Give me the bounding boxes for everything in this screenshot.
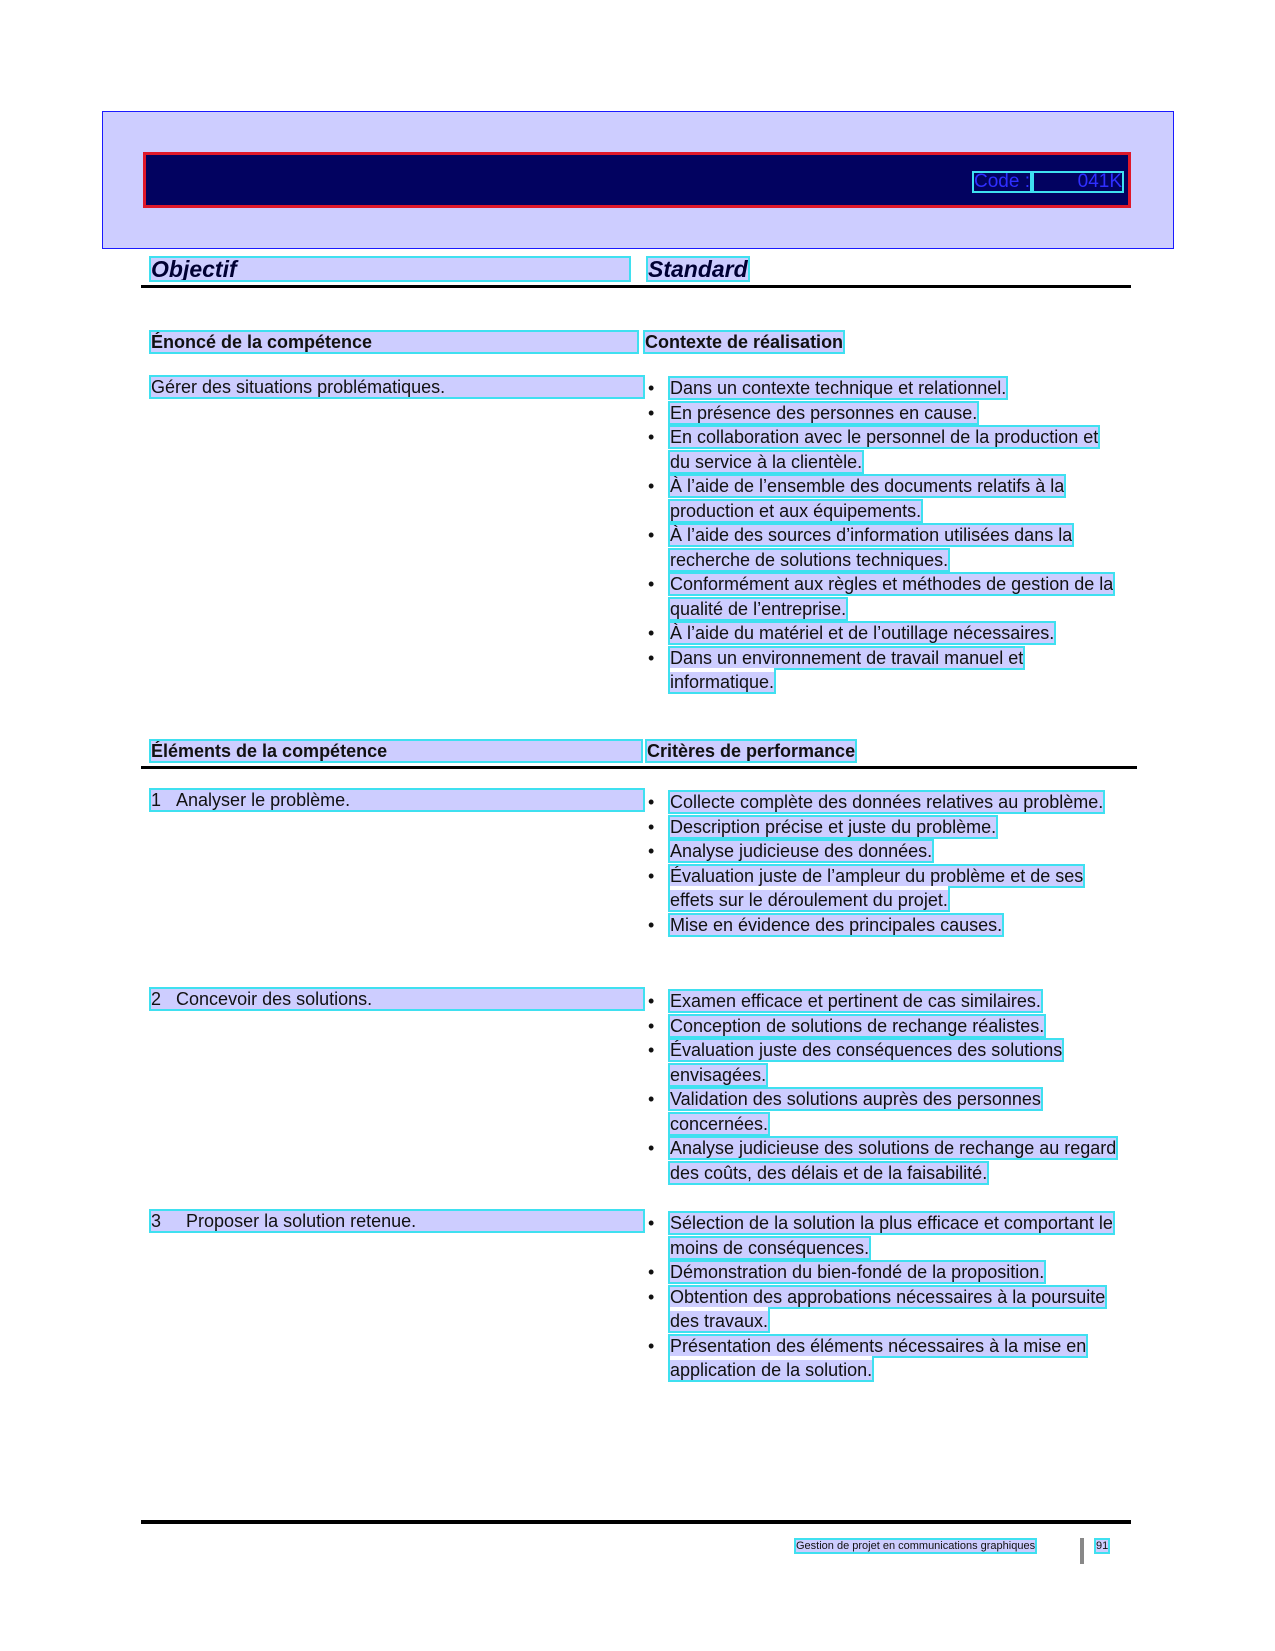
criterion-item-text: Obtention des approbations nécessaires à la poursuite des travaux. xyxy=(670,1286,1106,1331)
contexte-item-text: À l’aide des sources d’information utilisées dans la recherche de solutions techniques. xyxy=(670,525,1073,570)
criterion-item-text: Présentation des éléments nécessaires à la mise en application de la solution. xyxy=(670,1335,1087,1380)
element-1-criteria xyxy=(648,790,1118,937)
header-bar xyxy=(143,152,1131,208)
contexte-item xyxy=(648,621,1118,646)
criterion-item xyxy=(648,1038,1118,1087)
contexte-item-text: En collaboration avec le personnel de la production et du service à la clientèle. xyxy=(670,427,1099,472)
element-2-text: Concevoir des solutions. xyxy=(176,989,373,1009)
header-rule xyxy=(141,285,1131,288)
standard-title: Standard xyxy=(648,256,748,282)
criterion-item-text: Évaluation juste des conséquences des solutions envisagées. xyxy=(670,1040,1063,1085)
enonce-title: Énoncé de la compétence xyxy=(151,332,637,352)
criterion-item xyxy=(648,1285,1118,1334)
criterion-item xyxy=(648,1334,1118,1383)
criterion-item-text: Analyse judicieuse des données. xyxy=(670,841,933,861)
criterion-item xyxy=(648,1211,1118,1260)
criterion-item-text: Description précise et juste du problème. xyxy=(670,816,997,837)
criterion-item-text: Examen efficace et pertinent de cas similaires. xyxy=(670,991,1041,1011)
element-3-criteria xyxy=(648,1211,1118,1383)
criterion-item xyxy=(648,1087,1118,1136)
criterion-item xyxy=(648,839,1118,864)
criterion-item xyxy=(648,1260,1118,1285)
criterion-item-text: Conception de solutions de rechange réalistes. xyxy=(670,1015,1045,1036)
criterion-item-text: Mise en évidence des principales causes. xyxy=(670,914,1003,935)
contexte-item xyxy=(648,474,1118,523)
contexte-item-text: Conformément aux règles et méthodes de gestion de la qualité de l’entreprise. xyxy=(670,574,1114,619)
criterion-item-text: Évaluation juste de l’ampleur du problème et de ses effets sur le déroulement du projet. xyxy=(670,865,1084,910)
header-panel xyxy=(102,111,1174,249)
enonce-text: Gérer des situations problématiques. xyxy=(151,377,643,397)
contexte-item xyxy=(648,572,1118,621)
footer-title: Gestion de projet en communications graphiques xyxy=(796,1540,1036,1552)
element-2-criteria xyxy=(648,989,1118,1185)
code-label: Code : xyxy=(974,171,1030,192)
contexte-item-text: Dans un environnement de travail manuel et informatique. xyxy=(670,647,1024,692)
criterion-item-text: Démonstration du bien-fondé de la proposition. xyxy=(670,1262,1045,1282)
element-1 xyxy=(151,790,643,810)
contexte-list xyxy=(648,376,1118,695)
element-3-text: Proposer la solution retenue. xyxy=(186,1211,417,1231)
contexte-item xyxy=(648,646,1118,695)
criterion-item xyxy=(648,815,1118,840)
element-2-number: 2 xyxy=(151,989,162,1009)
criterion-item xyxy=(648,1014,1118,1039)
footer-divider xyxy=(1080,1538,1084,1564)
element-1-number: 1 xyxy=(151,790,162,810)
contexte-item xyxy=(648,425,1118,474)
contexte-title: Contexte de réalisation xyxy=(645,332,844,352)
contexte-item xyxy=(648,376,1118,401)
criteres-title: Critères de performance xyxy=(647,741,856,761)
contexte-item-text: À l’aide du matériel et de l’outillage nécessaires. xyxy=(670,623,1055,643)
objectif-title: Objectif xyxy=(151,258,629,280)
element-1-text: Analyser le problème. xyxy=(176,790,351,810)
criterion-item-text: Validation des solutions auprès des personnes concernées. xyxy=(670,1089,1041,1134)
elements-title: Éléments de la compétence xyxy=(151,741,641,761)
page-number: 91 xyxy=(1096,1540,1109,1552)
footer-rule xyxy=(141,1520,1131,1524)
criterion-item-text: Collecte complète des données relatives au problème. xyxy=(670,792,1104,812)
element-3 xyxy=(151,1211,643,1231)
criterion-item xyxy=(648,790,1118,815)
contexte-item-text: Dans un contexte technique et relationnel. xyxy=(670,378,1007,398)
criterion-item xyxy=(648,864,1118,913)
criterion-item-text: Analyse judicieuse des solutions de rechange au regard des coûts, des délais et de la faisabilité. xyxy=(670,1138,1117,1183)
criterion-item-text: Sélection de la solution la plus efficace et comportant le moins de conséquences. xyxy=(670,1213,1113,1258)
contexte-item-text: À l’aide de l’ensemble des documents relatifs à la production et aux équipements. xyxy=(670,476,1065,521)
contexte-item xyxy=(648,523,1118,572)
criterion-item xyxy=(648,1136,1118,1185)
code-value: 041K xyxy=(1034,173,1122,191)
element-2 xyxy=(151,989,643,1009)
criterion-item xyxy=(648,913,1118,938)
element-3-number: 3 xyxy=(151,1211,162,1231)
elements-rule xyxy=(141,766,1137,769)
contexte-item-text: En présence des personnes en cause. xyxy=(670,402,978,423)
contexte-item xyxy=(648,401,1118,426)
criterion-item xyxy=(648,989,1118,1014)
